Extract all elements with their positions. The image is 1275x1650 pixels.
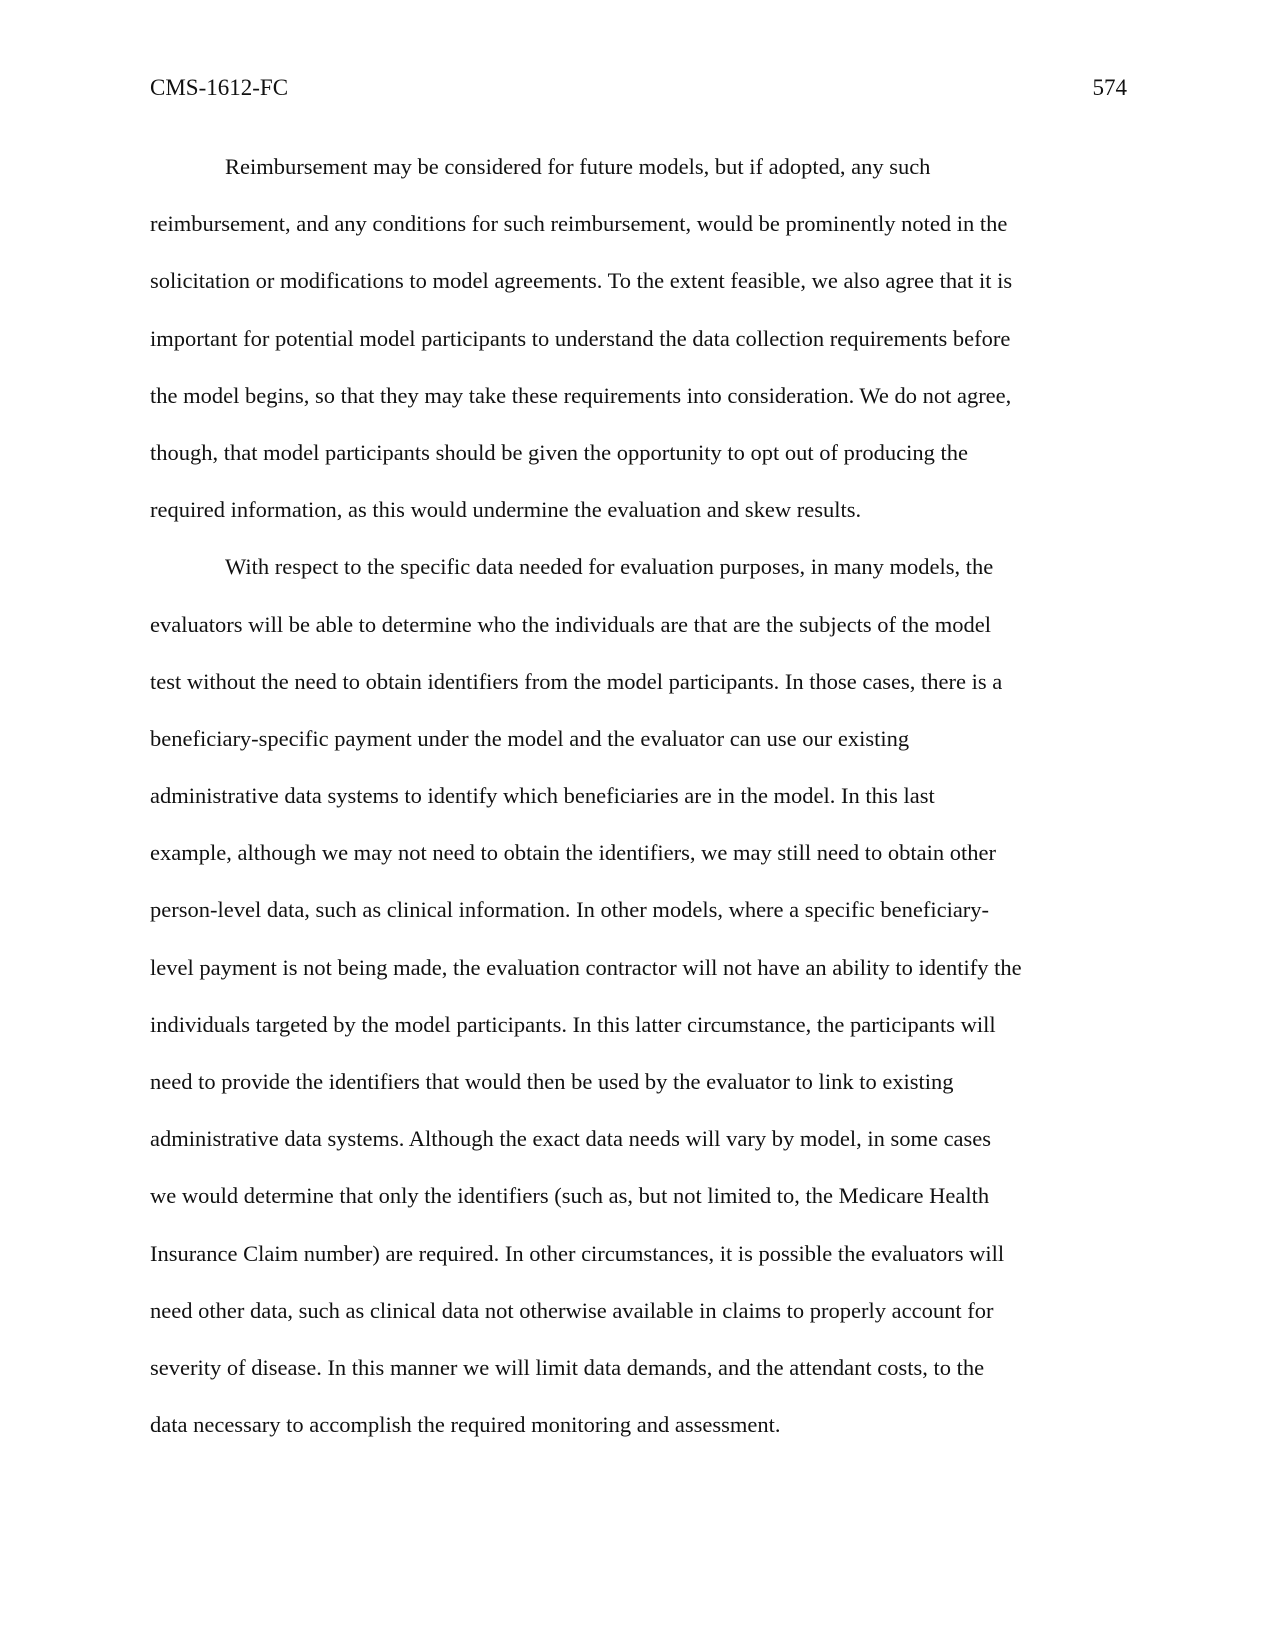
text-line: Insurance Claim number) are required. In other circumstances, it is possible the evaluators will: [150, 1240, 1005, 1266]
text-line: individuals targeted by the model participants. In this latter circumstance, the participants will: [150, 1011, 996, 1037]
text-line: though, that model participants should be given the opportunity to opt out of producing the: [150, 439, 968, 465]
text-line: level payment is not being made, the evaluation contractor will not have an ability to identify the: [150, 954, 1022, 980]
text-line: administrative data systems. Although the exact data needs will vary by model, in some cases: [150, 1126, 992, 1152]
paragraph: [150, 538, 1126, 1453]
text-line: person-level data, such as clinical information. In other models, where a specific beneficiary-: [150, 897, 990, 923]
text-line: need other data, such as clinical data not otherwise available in claims to properly account for: [150, 1297, 994, 1323]
text-line: severity of disease. In this manner we will limit data demands, and the attendant costs, to the: [150, 1354, 985, 1380]
document-id: CMS-1612-FC: [150, 75, 289, 100]
text-line: we would determine that only the identifiers (such as, but not limited to, the Medicare Health: [150, 1183, 990, 1209]
text-line: data necessary to accomplish the required monitoring and assessment.: [150, 1412, 781, 1438]
text-line: administrative data systems to identify which beneficiaries are in the model. In this last: [150, 783, 935, 809]
page-number: 574: [1092, 75, 1127, 100]
text-line: test without the need to obtain identifiers from the model participants. In those cases, there is a: [150, 668, 1003, 694]
paragraph: [150, 138, 1126, 538]
text-line: evaluators will be able to determine who the individuals are that are the subjects of the model: [150, 611, 991, 637]
text-line: solicitation or modifications to model agreements. To the extent feasible, we also agree that it is: [150, 268, 1013, 294]
text-line: important for potential model participants to understand the data collection requirements before: [150, 325, 1011, 351]
text-line: Reimbursement may be considered for future models, but if adopted, any such: [225, 154, 931, 179]
body-text: [150, 138, 1126, 1453]
text-line: reimbursement, and any conditions for such reimbursement, would be prominently noted in the: [150, 211, 1008, 237]
text-line: With respect to the specific data needed for evaluation purposes, in many models, the: [225, 554, 994, 580]
text-line: the model begins, so that they may take these requirements into consideration. We do not agree,: [150, 382, 1012, 408]
text-line: need to provide the identifiers that would then be used by the evaluator to link to existing: [150, 1069, 954, 1094]
text-line: example, although we may not need to obtain the identifiers, we may still need to obtain other: [150, 840, 997, 866]
text-line: beneficiary-specific payment under the model and the evaluator can use our existing: [150, 725, 910, 751]
text-line: required information, as this would undermine the evaluation and skew results.: [150, 497, 862, 523]
